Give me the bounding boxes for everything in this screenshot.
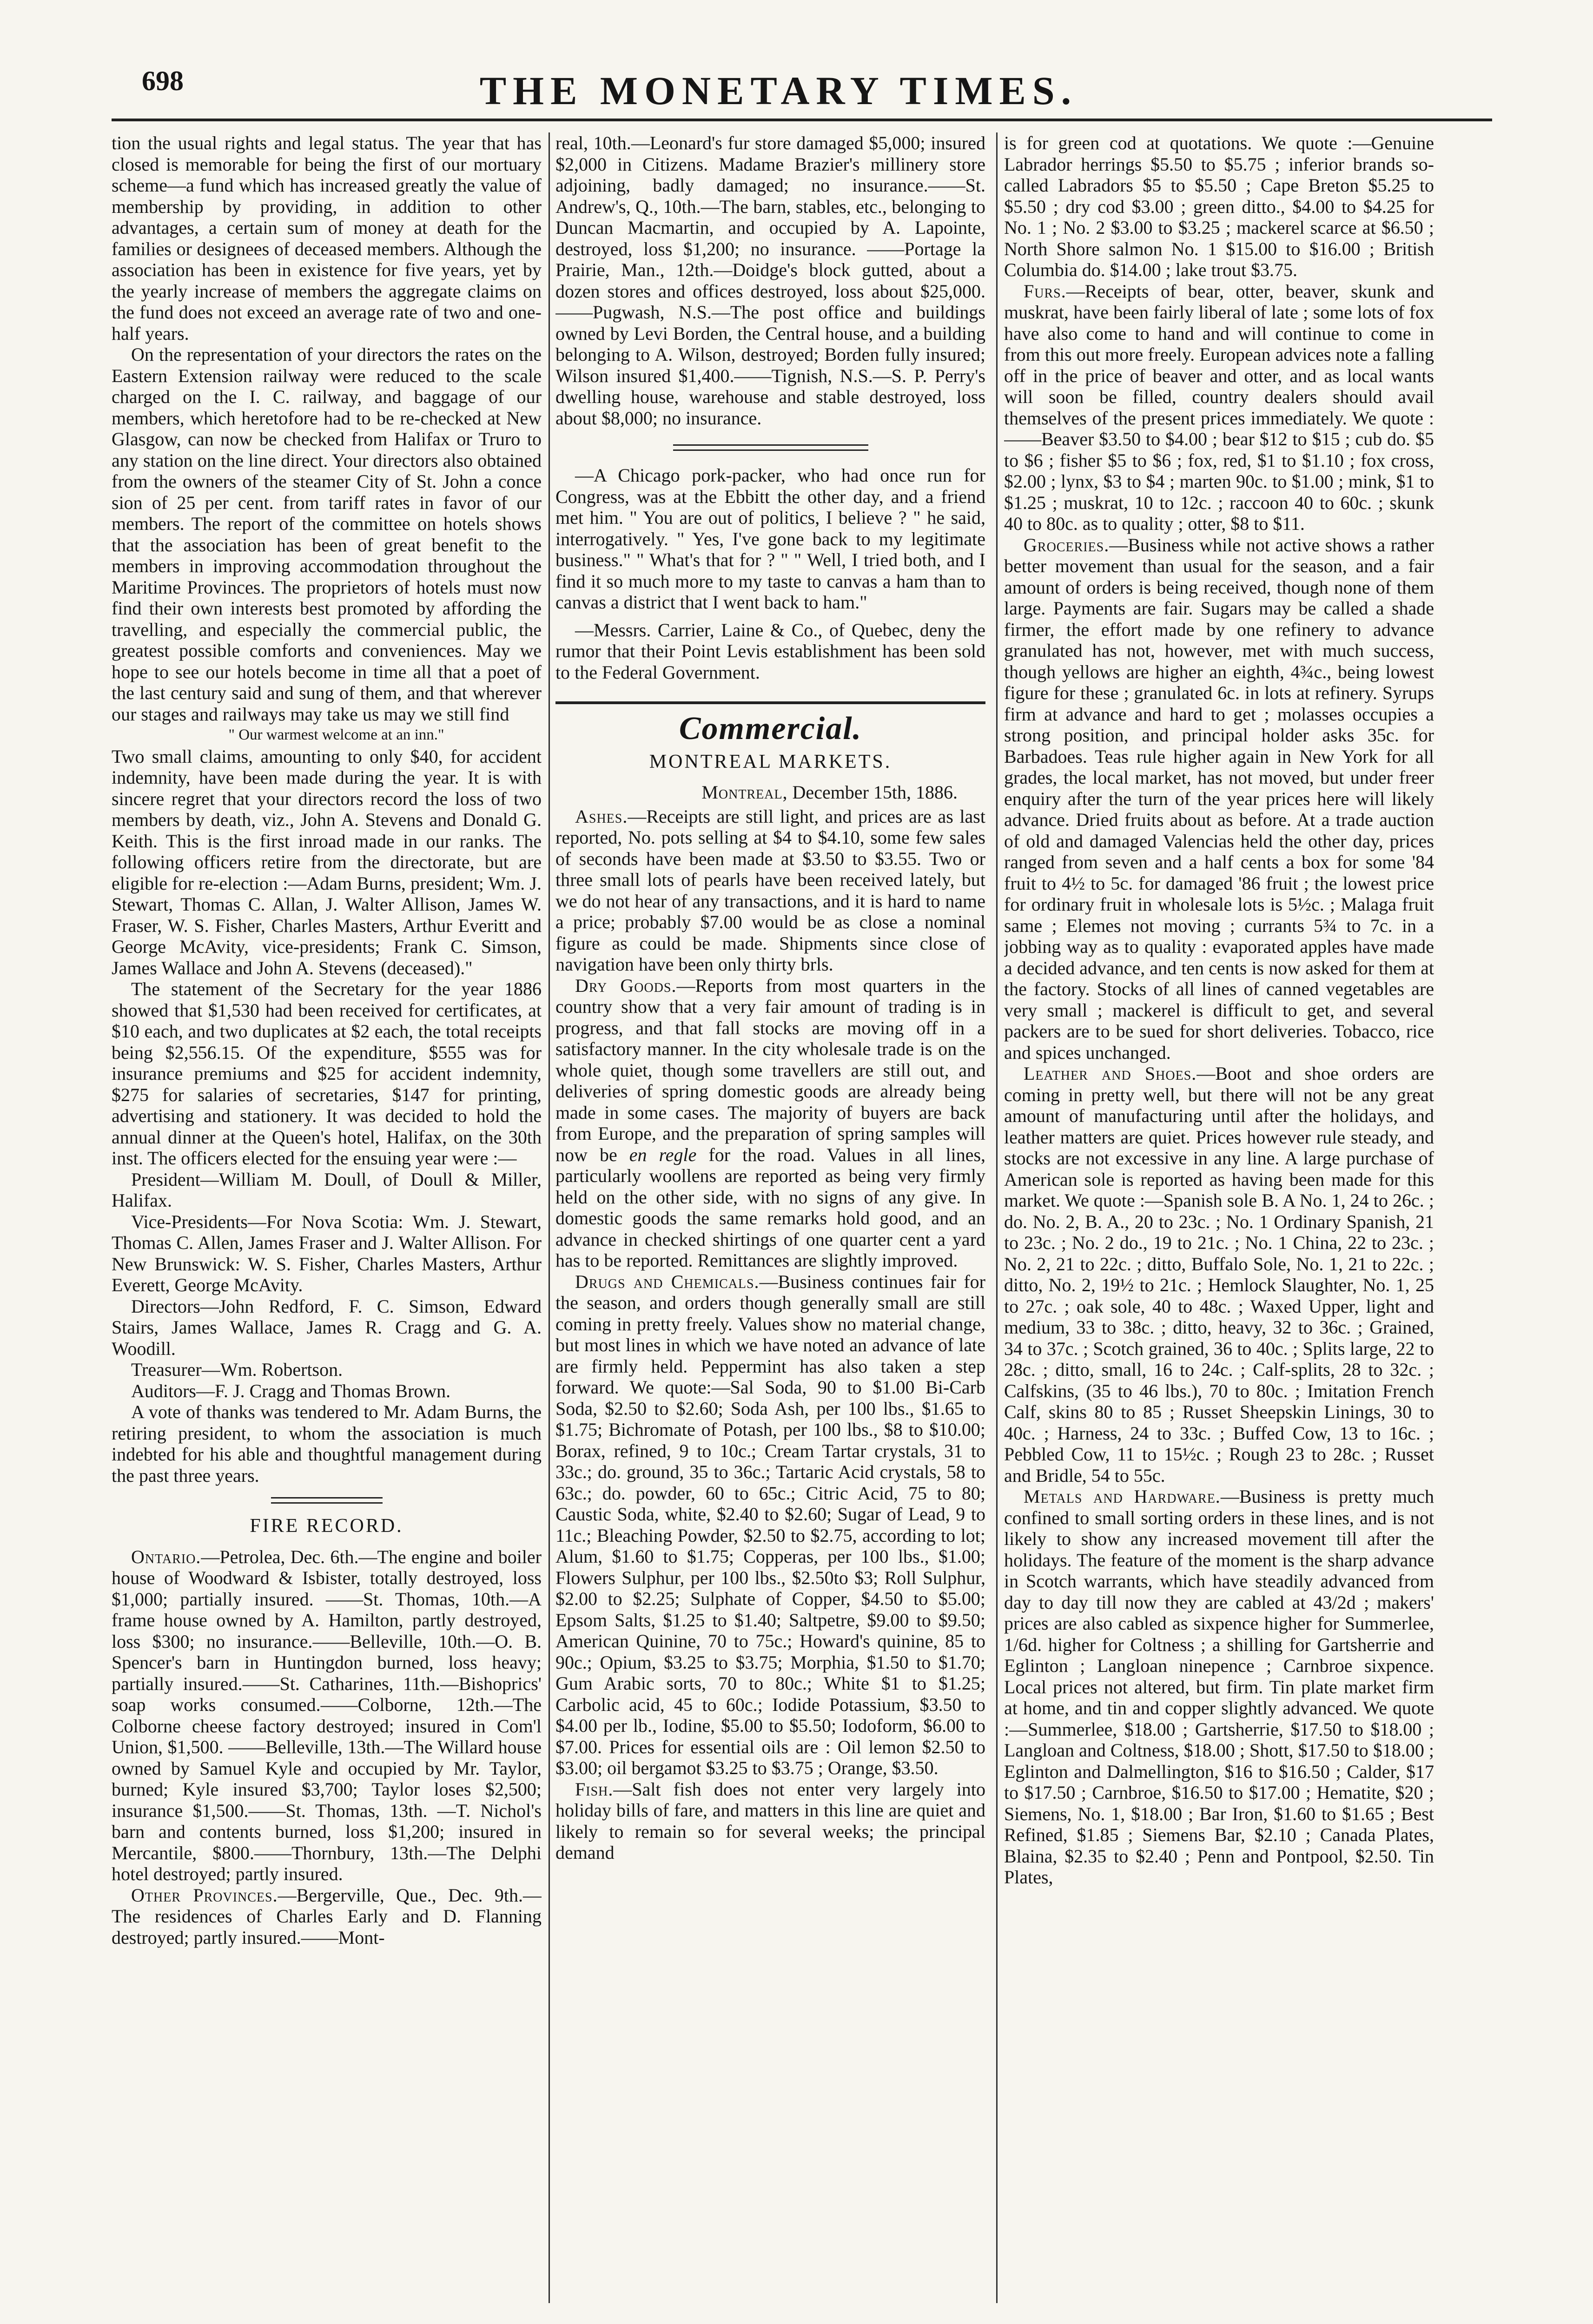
fire-record-ontario	[112, 1546, 542, 1885]
report-text: —Business continues fair for the season, and orders though generally small are still coming in pretty freely. Values show no material change, but most lines in which we have noted an advance of late are firmly held. Peppermint has also taken a step forward. We quote:—Sal Soda, 90 to $1.00 Bi-Carb Soda, $2.50 to $2.60; Soda Ash, per 100 lbs., $1.65 to $1.75; Bichromate of Potash, per 100 lbs., $8 to $10.00; Borax, refined, 9 to 10c.; Cream Tartar crystals, 31 to 33c.; do. ground, 35 to 36c.; Tartaric Acid crystals, 58 to 63c.; do. powder, 60 to 65c.; Citric Acid, 75 to 80; Caustic Soda, white, $2.40 to $2.60; Sugar of Lead, 9 to 11c.; Bleaching Powder, $2.50 to $2.75, according to lot; Alum, $1.60 to $1.75; Copperas, per 100 lbs., $1.00; Flowers Sulphur, per 100 lbs., $2.50to $3; Roll Sulphur, $2.00 to $2.25; Sulphate of Copper, $4.50 to $5.00; Epsom Salts, $1.25 to $1.40; Saltpetre, $9.00 to $9.50; American Quinine, 70 to 75c.; Howard's quinine, 85 to 90c.; Opium, $3.25 to $3.75; Morphia, $1.50 to $1.70; Gum Arabic sorts, 70 to 80c.; White $1 to $1.25; Carbolic acid, 45 to 60c.; Iodide Potassium, $3.50 to $4.00 per lb., Iodine, $5.00 to $5.50; Iodoform, $6.00 to $7.00. Prices for essential oils are : Oil lemon $2.50 to $3.00; oil bergamot $3.25 to $3.75 ; Orange, $3.50.	[555, 1271, 985, 1778]
report-text: —Salt fish does not enter very largely into holiday bills of fare, and matters in this line are quiet and likely to remain so for several weeks; the principal demand	[555, 1778, 985, 1863]
page-number: 698	[142, 66, 184, 96]
market-report-ashes	[555, 806, 985, 975]
paragraph: —A Chicago pork-packer, who had once run for Congress, was at the Ebbitt the other day, and a friend met him. " You are out of politics, I believe ? " he said, interrogatively. " Yes, I've gone back to my legitimate business." " What's that for ? " " Well, I tried both, and I find it so much more to my taste to canvas a ham than to canvas a district that I went back to ham."	[555, 465, 985, 613]
report-text: —Receipts of bear, otter, beaver, skunk and muskrat, have been fairly liberal of late ; some lots of fox have also come to hand and will continue to come in from this out more freely. European advices note a falling off in the price of beaver and otter, and as local wants will soon be filled, country dealers should avail themselves of the present prices immediately. We quote :——Beaver $3.50 to $4.00 ; bear $12 to $15 ; cub do. $5 to $6 ; fisher $5 to $6 ; fox, red, $1 to $1.10 ; fox cross, $2.00 ; lynx, $3 to $4 ; marten 90c. to $1.00 ; mink, $1 to $1.25 ; muskrat, 10 to 12c. ; raccoon 40 to 60c. ; skunk 40 to 80c. as to quality ; otter, $8 to $11.	[1004, 280, 1434, 534]
paragraph: tion the usual rights and legal status. The year that has closed is memorable for being the first of our mortuary scheme—a fund which has increased greatly the value of membership by providing, in addition to other advantages, a certain sum of money at death for the families or designees of deceased members. Although the association has been in existence for five years, yet by the yearly increase of members the aggregate claims on the fund does not exceed an average rate of two and one-half years.	[112, 132, 542, 344]
commercial-heading: Commercial.	[679, 711, 862, 746]
paragraph: is for green cod at quotations. We quote :—Genuine Labrador herrings $5.50 to $5.75 ; inferior brands so-called Labradors $5 to $5.50 ; Cape Breton $5.25 to $5.50 ; dry cod $3.00 ; green ditto., $4.00 to $4.25 for No. 1 ; No. 2 $3.00 to $3.25 ; mackerel scarce at $6.50 ; North Shore salmon No. 1 $15.00 to $16.00 ; British Columbia do. $14.00 ; lake trout $3.75.	[1004, 132, 1434, 280]
market-report-groceries	[1004, 535, 1434, 1063]
subheading: Ashes.	[575, 805, 628, 827]
subheading: Drugs and Chemicals.	[575, 1271, 760, 1292]
paragraph: The statement of the Secretary for the year 1886 showed that $1,530 had been received for certificates, at $10 each, and two duplicates at $2 each, the total receipts being $2,556.15. Of the expenditure, $555 was for insurance premiums and $25 for accident indemnity, $275 for salaries of secretaries, $147 for printing, advertising and stationery. It was decided to hold the annual dinner at the Queen's hotel, Halifax, on the 30th inst. The officers elected for the ensuing year were :—	[112, 978, 542, 1169]
report-text: —Business is pretty much confined to small sorting orders in these lines, and is not likely to show any increased movement till after the holidays. The feature of the moment is the sharp advance in Scotch warrants, which have steadily advanced from day to day till now they are cabled at 43/2d ; makers' prices are also cabled as sixpence higher for Summerlee, 1/6d. higher for Coltness ; a shilling for Gartsherrie and Eglinton ; Langloan ninepence ; Carnbroe sixpence. Local prices not altered, but firm. Tin plate market firm at home, and tin and copper slightly advanced. We quote :—Summerlee, $18.00 ; Gartsherrie, $17.50 to $18.00 ; Langloan and Coltness, $18.00 ; Shott, $17.50 to $18.00 ; Eglinton and Dalmellington, $16 to $16.50 ; Calder, $17 to $17.50 ; Carnbroe, $16.50 to $17.00 ; Hematite, $20 ; Siemens, No. 1, $18.00 ; Bar Iron, $1.60 to $1.65 ; Best Refined, $1.85 ; Siemens Bar, $2.10 ; Canada Plates, Blaina, $2.35 to $2.40 ; Penn and Pontpool, $2.50. Tin Plates,	[1004, 1486, 1434, 1888]
paragraph: Two small claims, amounting to only $40, for accident indemnity, have been made during the year. It is with sincere regret that your directors record the loss of two members by death, viz., John A. Stevens and Donald G. Keith. This is the first inroad made in our ranks. The following officers retire from the directorate, but are eligible for re-election :—Adam Burns, president; Wm. J. Stewart, Thomas C. Allan, J. Walter Allison, James W. Fraser, W. S. Fisher, Charles Masters, Arthur Everitt and George McAvity, vice-presidents; Frank C. Simson, James Wallace and John A. Stevens (deceased)."	[112, 746, 542, 978]
paragraph: On the representation of your directors the rates on the Eastern Extension railway were reduced to the scale charged on the I. C. railway, and baggage of our members, which heretofore had to be re-checked at New Glasgow, can now be checked from Halifax or Truro to any station on the line direct. Your directors also obtained from the owners of the steamer City of St. John a conce sion of 25 per cent. from tariff rates in favor of our members. The report of the committee on hotels shows that the association has been of great benefit to the members in improving accommodation throughout the Maritime Provinces. The proprietors of hotels must now find their own interests best promoted by affording the travelling, and especially the commercial public, the greatest possible comforts and conveniences. May we hope to see our hotels become in time all that a poet of the last century said and sung of them, and that wherever our stages and railways may take us may we still find	[112, 344, 542, 725]
report-text: —Business while not active shows a rather better movement than usual for the season, and a fair amount of orders is being received, though none of them large. Payments are fair. Sugars may be called a shade firmer, the effort made by one refinery to advance granulated has not, however, met with much success, though yellows are higher an eighth, 4¾c., being lowest figure for these ; granulated 6c. in lots at refinery. Syrups firm at advance and hard to get ; molasses occupies a strong position, and principal holder asks 35c. for Barbadoes. Teas rule higher again in New York for all grades, the local market, has not moved, but under freer enquiry after the turn of the year prices here will likely advance. Dried fruits about as before. At a trade auction of old and damaged Valencias held the other day, prices ranged from seven and a half cents a box for some '84 fruit to 4½ to 5c. for damaged '86 fruit ; the lowest price for ordinary fruit in wholesale lots is 5½c. ; Malaga fruit same ; Elemes not moving ; currants 5¾ to 7c. in a jobbing way as to quality : evaporated apples have made a decided advance, and ten cents is now asked for them at the factory. Stocks of all lines of canned vegetables are very small ; mackerel is difficult to get, and several packers are to be sued for short deliveries. Tobacco, rice and spices unchanged.	[1004, 534, 1434, 1063]
fire-record-text: —Bergerville, Que., Dec. 9th.—The residences of Charles Early and D. Flanning destroyed; partly insured.——Mont-	[112, 1884, 542, 1948]
fire-record-heading: FIRE RECORD.	[250, 1515, 403, 1537]
montreal-markets-heading: MONTREAL MARKETS.	[649, 751, 892, 772]
market-report-furs	[1004, 281, 1434, 535]
masthead-title: THE MONETARY TIMES.	[479, 68, 1078, 113]
officer-line: Auditors—F. J. Cragg and Thomas Brown.	[131, 1380, 451, 1401]
subheading: Groceries.	[1024, 534, 1110, 555]
officer-line: President—William M. Doull, of Doull & Miller, Halifax.	[112, 1169, 542, 1211]
section-rule	[271, 1497, 383, 1504]
subheading: Furs.	[1024, 280, 1066, 302]
fire-record-text: —Petrolea, Dec. 6th.—The engine and boiler house of Woodward & Isbister, totally destroyed, loss $1,000; partially insured. ——St. Thomas, 10th.—A frame house owned by A. Hamilton, partly destroyed, loss $300; no insurance.——Belleville, 10th.—O. B. Spencer's barn in Huntingdon burned, loss heavy; partially insured.——St. Catharines, 11th.—Bishoprics' soap works consumed.——Colborne, 12th.—The Colborne cheese factory destroyed; insured in Com'l Union, $1,500. ——Belleville, 13th.—The Willard house owned by Samuel Kyle and occupied by Mr. Taylor, burned; Kyle insured $3,700; Taylor loses $2,500; insurance $1,500.——St. Thomas, 13th. —T. Nichol's barn and contents burned, loss $1,200; insured in Mercantile, $800.——Thornbury, 13th.—The Delphi hotel destroyed; partly insured.	[112, 1546, 542, 1884]
paragraph: real, 10th.—Leonard's fur store damaged $5,000; insured $2,000 in Citizens. Madame Brazier's millinery store adjoining, badly damaged; no insurance.——St. Andrew's, Q., 10th.—The barn, stables, etc., belonging to Duncan Macmartin, and occupied by A. Lapointe, destroyed, loss $1,200; no insurance. ——Portage la Prairie, Man., 12th.—Doidge's block gutted, about a dozen stores and offices destroyed, loss about $25,000.——Pugwash, N.S.—The post office and buildings owned by Levi Borden, the Central house, and a building belonging to A. Wilson, destroyed; Borden fully insured; Wilson insured $1,400.——Tignish, N.S.—S. P. Perry's dwelling house, warehouse and stable destroyed, loss about $8,000; no insurance.	[555, 132, 985, 429]
officer-line: Treasurer—Wm. Robertson.	[131, 1359, 343, 1380]
dateline-place: Montreal,	[701, 782, 788, 803]
report-text: —Reports from most quarters in the country show that a very fair amount of trading is in progress, and that fall stocks are moving off in a satisfactory manner. In the city wholesale trade is on the whole quiet, though some travellers are still out, and deliveries of spring domestic goods are already being made in some cases. The majority of buyers are back from Europe, and the preparation of spring samples will now be	[555, 975, 985, 1165]
report-text: for the road. Values in all lines, particularly woollens are reported as being very firmly held on the other side, with no signs of any give. In domestic goods the same remarks hold good, and an advance in checked shirtings of one quarter cent a yard has to be reported. Remittances are slightly improved.	[555, 1144, 985, 1271]
officer-line: Vice-Presidents—For Nova Scotia: Wm. J. Stewart, Thomas C. Allen, James Fraser and J. Walter Allison. For New Brunswick: W. S. Fisher, Charles Masters, Arthur Everett, George McAvity.	[112, 1211, 542, 1295]
dateline	[555, 782, 985, 803]
section-rule	[673, 444, 868, 451]
subheading: Leather and Shoes.	[1024, 1063, 1197, 1084]
subheading: Ontario.	[131, 1546, 201, 1567]
report-text: —Receipts are still light, and prices are as last reported, No. pots selling at $4 to $4.10, some few sales of seconds have been made at $3.50 to $3.55. Two or three small lots of pearls have been received lately, but we do not hear of any transactions, and it is hard to name a price; probably $7.00 would be as close a nominal figure as could be made. Shipments since close of navigation have been only thirty brls.	[555, 805, 985, 975]
paragraph: A vote of thanks was tendered to Mr. Adam Burns, the retiring president, to whom the association is much indebted for his able and thoughtful management during the past three years.	[112, 1401, 542, 1486]
fire-record-other	[112, 1885, 542, 1948]
column-2	[555, 132, 985, 2303]
report-text-italic: en regle	[629, 1144, 697, 1165]
section-rule	[555, 701, 985, 704]
paragraph: —Messrs. Carrier, Laine & Co., of Quebec, deny the rumor that their Point Levis establishment has been sold to the Federal Government.	[555, 619, 985, 683]
header-rule	[112, 119, 1492, 121]
dateline-date: December 15th, 1886.	[787, 782, 958, 803]
quotation: " Our warmest welcome at an inn."	[228, 726, 444, 743]
column-3	[1004, 132, 1434, 2303]
market-report-drugs	[555, 1271, 985, 1779]
market-report-fish	[555, 1779, 985, 1863]
market-report-dry-goods	[555, 975, 985, 1271]
column-divider	[549, 132, 550, 2303]
officer-line: Directors—John Redford, F. C. Simson, Edward Stairs, James Wallace, James R. Cragg and G. A. Woodill.	[112, 1295, 542, 1359]
report-text: —Boot and shoe orders are coming in pretty well, but there will not be any great amount of manufacturing until after the holidays, and leather matters are quiet. Prices however rule steady, and stocks are not excessive in any line. A large purchase of American sole is reported as having been made for this market. We quote :—Spanish sole B. A No. 1, 24 to 26c. ; do. No. 2, B. A., 20 to 23c. ; No. 1 Ordinary Spanish, 21 to 23c. ; No. 2 do., 19 to 21c. ; No. 1 China, 22 to 23c. ; No. 2, 21 to 22c. ; ditto, Buffalo Sole, No. 1, 21 to 22c. ; ditto, No. 2, 19½ to 21c. ; Hemlock Slaughter, No. 1, 25 to 27c. ; oak sole, 40 to 48c. ; Waxed Upper, light and medium, 33 to 38c. ; ditto, heavy, 32 to 36c. ; Grained, 34 to 37c. ; Scotch grained, 36 to 40c. ; Splits large, 22 to 28c. ; ditto, small, 16 to 24c. ; Calf-splits, 28 to 32c. ; Calfskins, (35 to 46 lbs.), 70 to 80c. ; Imitation French Calf, skins 80 to 85 ; Russet Sheepskin Linings, 30 to 40c. ; Harness, 24 to 33c. ; Buffed Cow, 13 to 16c. ; Pebbled Cow, 11 to 15½c. ; Rough 23 to 28c. ; Russet and Bridle, 54 to 55c.	[1004, 1063, 1434, 1486]
column-1	[112, 132, 542, 2303]
subheading: Other Provinces.	[131, 1884, 278, 1906]
subheading: Fish.	[575, 1778, 614, 1800]
subheading: Metals and Hardware.	[1024, 1486, 1221, 1507]
market-report-leather	[1004, 1063, 1434, 1486]
column-divider	[996, 132, 998, 2303]
subheading: Dry Goods.	[575, 975, 677, 996]
market-report-metals	[1004, 1486, 1434, 1888]
